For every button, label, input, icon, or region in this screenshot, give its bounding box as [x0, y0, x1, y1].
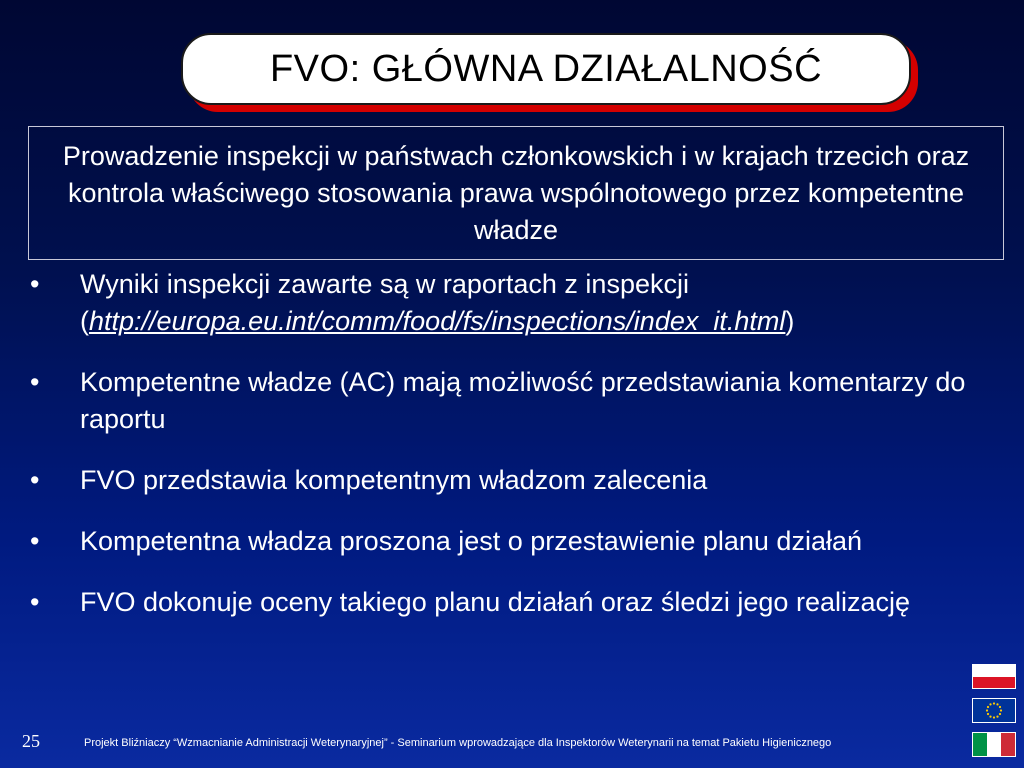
bullet-icon: • — [30, 367, 40, 397]
footer-text: Projekt Bliźniaczy “Wzmacnianie Administracji Weterynaryjnej” - Seminarium wprowadzające dla Inspektorów Weterynarii na temat Pakietu Higienicznego — [84, 737, 832, 749]
bullet-item-3 — [26, 462, 986, 499]
bullet-text-1: Wyniki inspekcji zawarte są w raportach z inspekcji ( — [80, 269, 689, 336]
page-number: 25 — [22, 731, 40, 751]
bullet-text-2: Kompetentne władze (AC) mają możliwość przedstawiania komentarzy do raportu — [80, 367, 966, 434]
bullet-text-3: FVO przedstawia kompetentnym władzom zalecenia — [80, 465, 708, 495]
bullet-icon: • — [30, 465, 40, 495]
summary-box — [28, 126, 1004, 260]
italy-flag-icon — [972, 732, 1016, 757]
bullet-icon: • — [30, 587, 40, 617]
slide-title: FVO: GŁÓWNA DZIAŁALNOŚĆ — [269, 47, 823, 90]
bullet-icon: • — [30, 526, 40, 556]
bullet-text-4: Kompetentna władza proszona jest o przestawienie planu działań — [80, 526, 862, 556]
bullet-item-5 — [26, 584, 986, 621]
inspections-link[interactable]: http://europa.eu.int/comm/food/fs/inspections/index_it.html — [89, 306, 786, 336]
summary-text: Prowadzenie inspekcji w państwach członkowskich i w krajach trzecich oraz kontrola właściwego stosowania prawa wspólnotowego przez kompetentne władze — [62, 140, 970, 245]
poland-flag-icon — [972, 664, 1016, 689]
eu-flag-icon — [972, 698, 1016, 723]
bullet-item-1 — [26, 266, 986, 340]
bullet-text-5: FVO dokonuje oceny takiego planu działań oraz śledzi jego realizację — [80, 587, 910, 617]
bullet-item-4 — [26, 523, 986, 560]
bullet-icon: • — [30, 269, 40, 299]
bullet-list — [26, 266, 986, 645]
eu-stars-icon — [973, 699, 1015, 722]
bullet-item-2 — [26, 364, 986, 438]
title-box — [181, 33, 911, 105]
bullet-text-1-end: ) — [785, 306, 795, 336]
